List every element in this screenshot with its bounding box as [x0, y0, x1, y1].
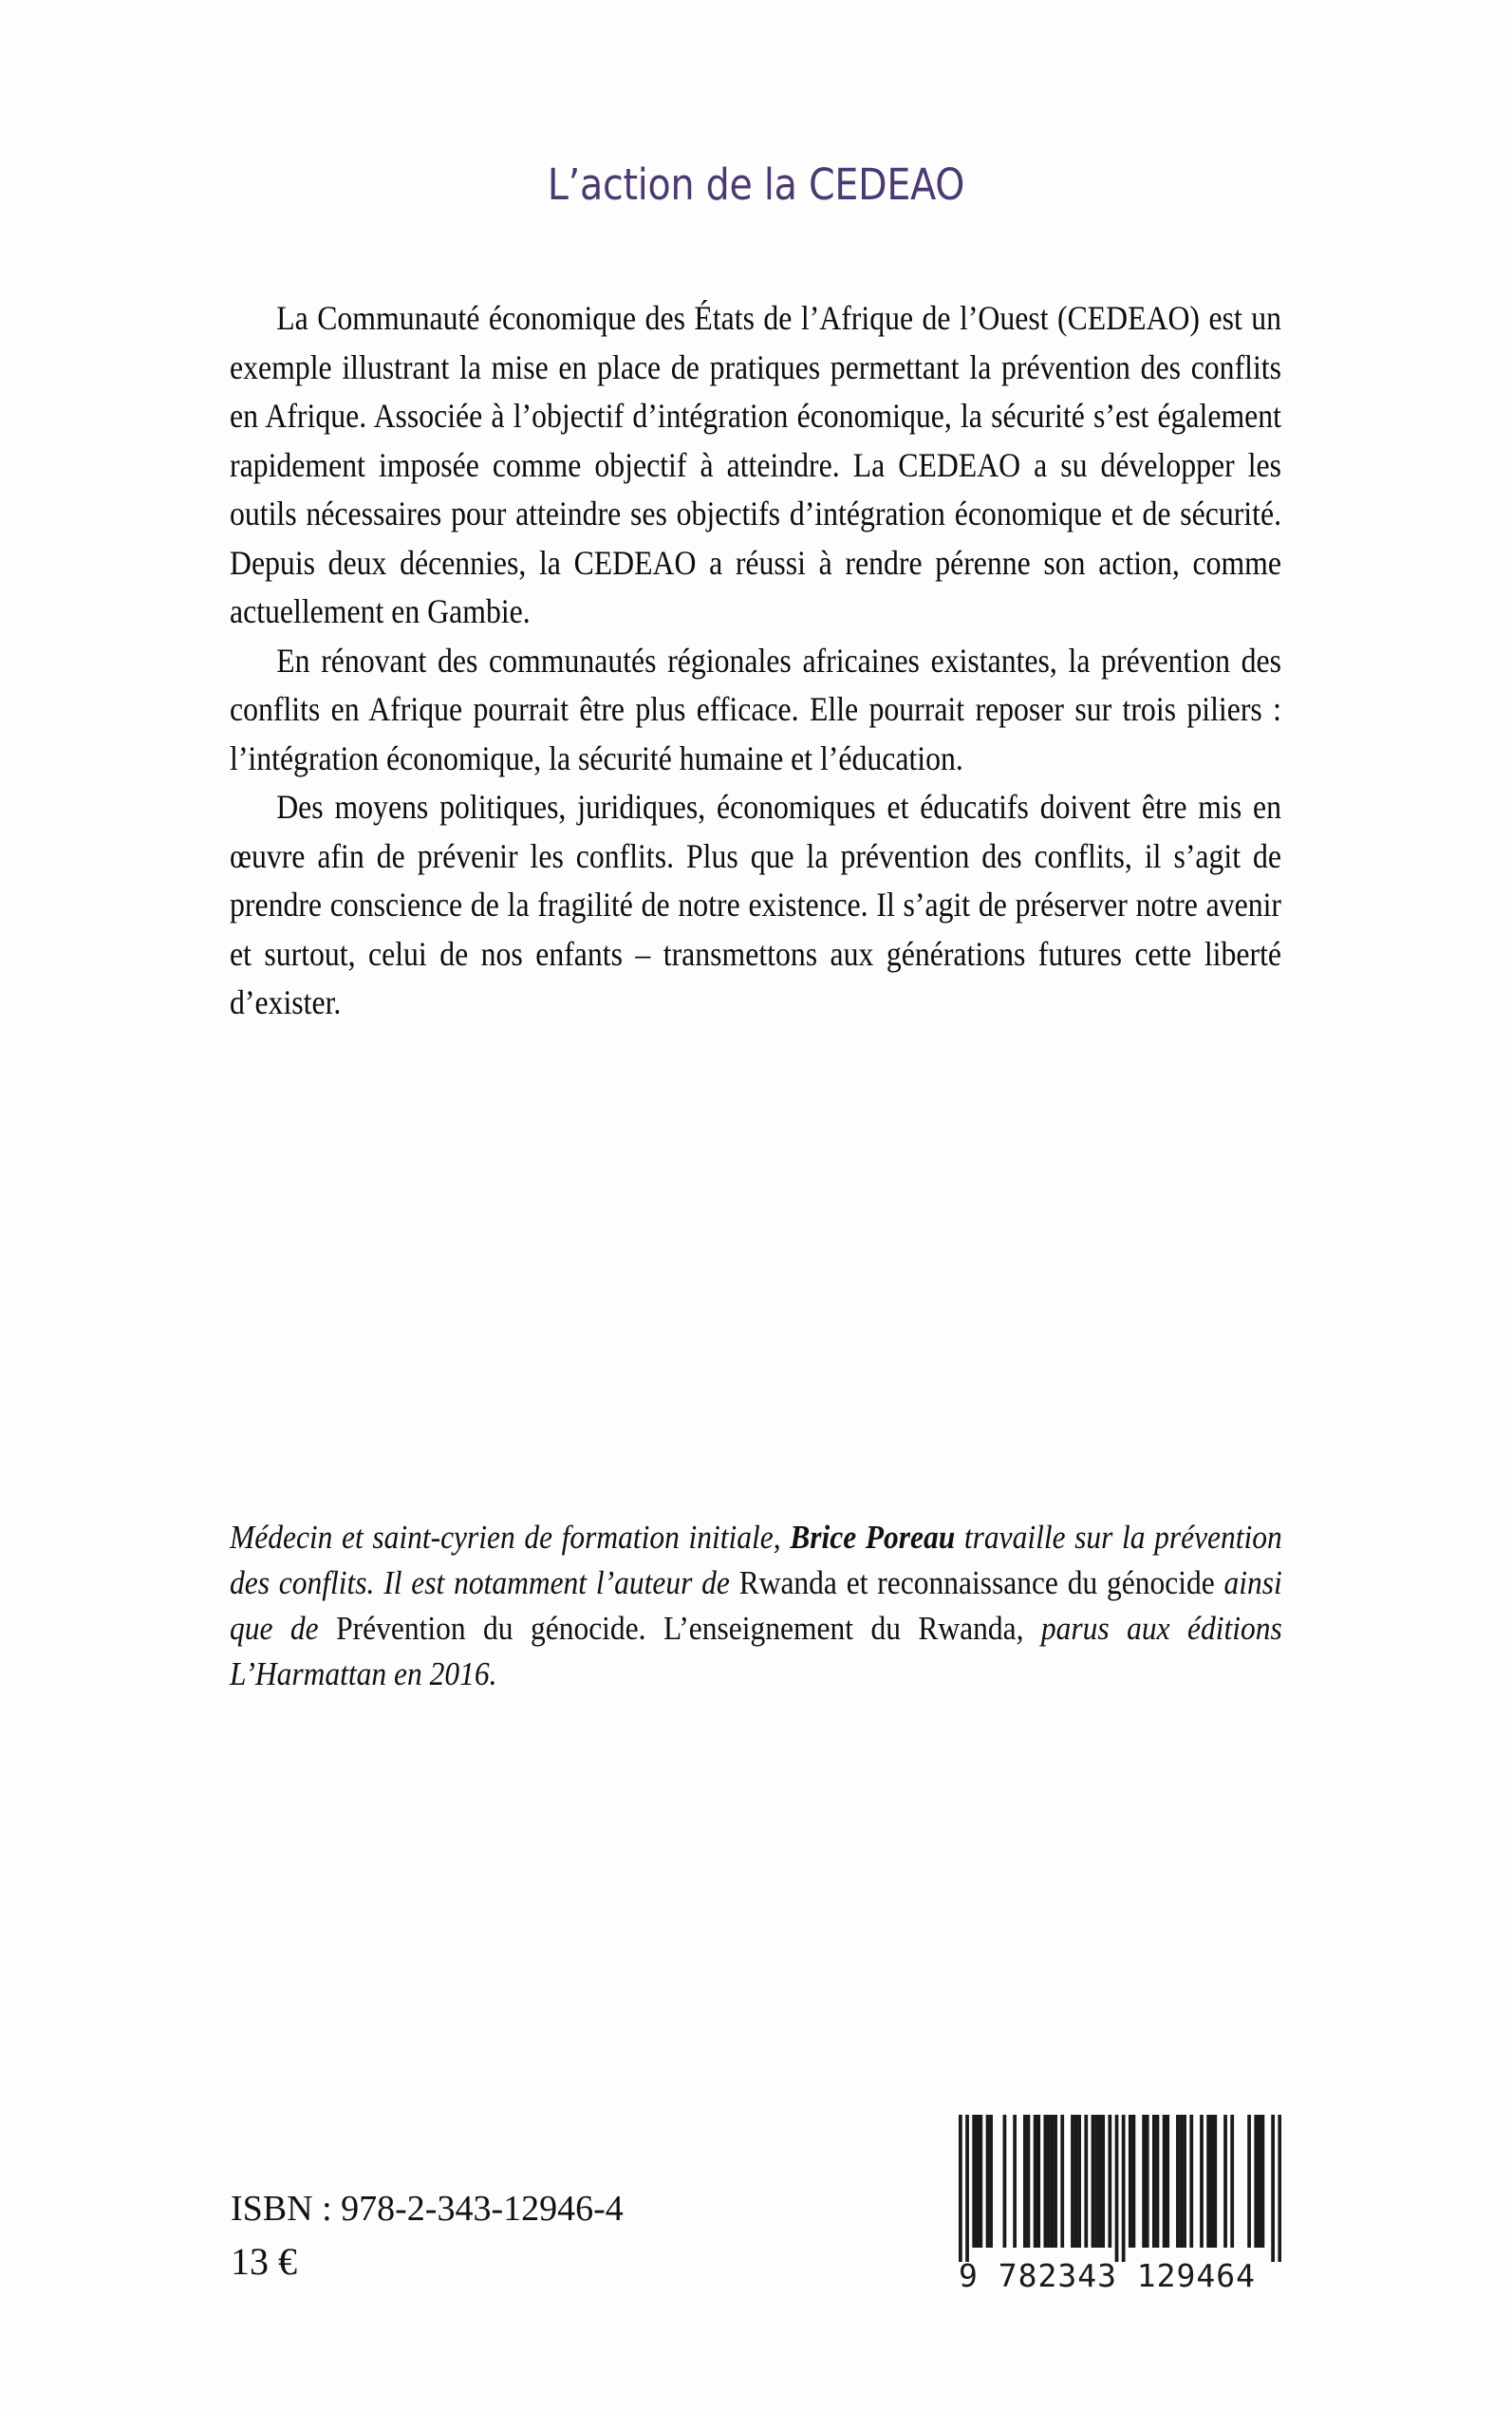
bio-segment-4: , parus aux éditions L’Harmattan en 2016. — [230, 1610, 1282, 1692]
blurb-paragraph: En rénovant des communautés régionales africaines existantes, la prévention des conflits en Afrique pourrait être plus efficace. Elle pourrait reposer sur trois piliers : l’intégration économique, la sécurité humaine et l’éducation. — [230, 641, 1282, 777]
page-title: L’action de la CEDEAO — [547, 159, 965, 210]
barcode-digits: 9 782343 129464 — [959, 2257, 1257, 2294]
work-title-2: Prévention du génocide. L’enseignement du Rwanda — [336, 1610, 1017, 1647]
isbn-price-block — [231, 2183, 624, 2288]
bio-segment-1: Médecin et saint-cyrien de formation initiale, — [230, 1519, 791, 1556]
author-bio-block — [230, 1515, 1281, 1697]
barcode — [959, 2115, 1281, 2305]
blurb-paragraph: Des moyens politiques, juridiques, économiques et éducatifs doivent être mis en œuvre afin de prévenir les conflits. Plus que la prévention des conflits, il s’agit de prendre conscience de la fragilité de notre existence. Il s’agit de préserver notre avenir et surtout, celui de nos enfants – transmettons aux générations futures cette liberté d’exister. — [230, 788, 1282, 1021]
bio-segment-2: travaille sur la prévention des conflits. Il est notamment l’auteur de — [230, 1519, 1282, 1601]
isbn-text: ISBN : 978-2-343-12946-4 — [231, 2189, 624, 2229]
blurb-text-block — [230, 294, 1281, 1028]
author-bio-paragraph — [230, 1515, 1282, 1697]
blurb-paragraph: La Communauté économique des États de l’Afrique de l’Ouest (CEDEAO) est un exemple illustrant la mise en place de pratiques permettant la prévention des conflits en Afrique. Associée à l’objectif d’intégration économique, la sécurité s’est également rapidement imposée comme objectif à atteindre. La CEDEAO a su développer les outils nécessaires pour atteindre ses objectifs d’intégration économique et de sécurité. Depuis deux décennies, la CEDEAO a réussi à rendre pérenne son action, comme actuellement en Gambie. — [230, 299, 1282, 630]
author-name: Brice Poreau — [790, 1519, 956, 1556]
bio-segment-3: ainsi que de — [230, 1564, 1282, 1647]
price-text: 13 € — [231, 2240, 297, 2283]
work-title-1: Rwanda et reconnaissance du génocide — [738, 1564, 1215, 1601]
